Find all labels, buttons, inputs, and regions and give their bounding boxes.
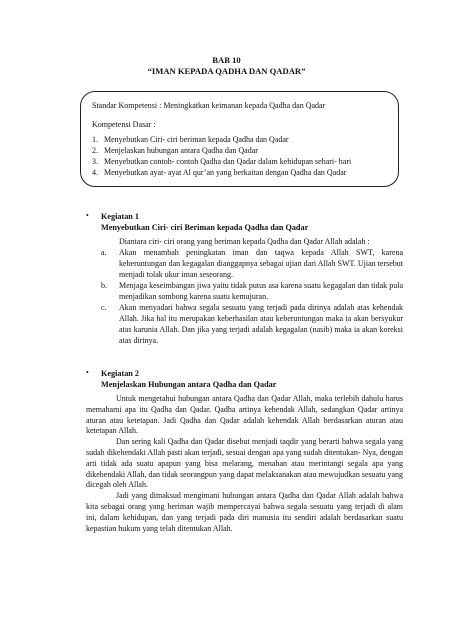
item-text: Menjaga keseimbangan jiwa yaitu tidak putus asa karena suatu kegagalan dan tidak pula menjadikan sombong karena suatu kemujuran. <box>119 281 403 301</box>
kegiatan1-body <box>101 236 403 346</box>
chapter-number: BAB 10 <box>212 55 241 65</box>
list-item <box>92 156 398 167</box>
list-item <box>101 247 403 280</box>
kegiatan1-subtitle: Menyebutkan Ciri- ciri Beriman kepada Qadha dan Qadar <box>101 223 309 232</box>
competency-standard: Standar Kompetensi : Meningkatkan keimanan kepada Qadha dan Qadar <box>92 101 326 110</box>
item-text: Menyebutkan Ciri- ciri beriman kepada Qadha dan Qadar <box>104 135 289 144</box>
bullet-icon: • <box>86 368 89 377</box>
item-text: Menyebutkan ayat- ayat Al qur’an yang berkaitan dengan Qadha dan Qadar <box>104 168 347 177</box>
item-letter: b. <box>101 281 107 290</box>
item-number: 1. <box>92 135 98 144</box>
paragraph: Untuk mengetahui hubungan antara Qadha dan Qadar Allah, maka terlebih dahulu harus memahami apa itu Qadha dan Qadar. Qadha artinya kehendak Allah, sedangkan Qadar artinya aturan atau ketetapan. Jadi Qadha dan Qadar adalah kehendak Allah berdasarkan aturan atau ketetapan Allah. <box>86 394 403 436</box>
competency-box <box>80 91 399 187</box>
paragraph: Jadi yang dimaksud mengimani hubungan antara Qadha dan Qadar Allah adalah bahwa kita sebagai orang yang beriman wajib mempercayai bahwa segala sesuatu yang terjadi di alam ini, dalam kehidupan, dan yang terjadi pada diri manusia itu sendiri adalah berdasarkan suatu kepastian hukum yang telah ditentukan Allah. <box>86 491 403 533</box>
item-letter: c. <box>101 303 107 312</box>
list-item <box>92 167 398 178</box>
item-text: Akan menambah peningkatan iman dan taqwa kepada Allah SWT, karena keberuntungan dan kegagalan dianggapnya sebagai ujian dari Allah SWT. Ujian tersebut menjadi tolak ukur iman seseorang. <box>119 248 403 279</box>
basic-competency-label: Kompetensi Dasar : <box>92 120 156 129</box>
list-item <box>92 145 398 156</box>
basic-competency-list <box>92 134 398 178</box>
paragraph: Dan sering kali Qadha dan Qadar disebut menjadi taqdir yang berarti bahwa segala yang sudah dikehendaki Allah pasti akan terjadi, sesuai dengan apa yang sudah ditentukan- Nya, dengan arti tidak ada suatu apapun yang bisa melarang, menahan atau merintangi segala apa yang dikehendaki Allah, dan tidak seorangpun yang dapat melaksanakan atau mewujudkan sesuatu yang dicegah oleh Allah. <box>86 437 403 490</box>
kegiatan2-title: Kegiatan 2 <box>101 369 139 378</box>
item-number: 2. <box>92 146 98 155</box>
kegiatan1-title: Kegiatan 1 <box>101 212 139 221</box>
kegiatan1-intro: Diantara ciri- ciri orang yang beriman kepada Qadha dan Qadar Allah adalah : <box>119 237 370 246</box>
item-text: Menyebutkan contoh- contoh Qadha dan Qadar dalam kehidupan sehari- hari <box>104 157 352 166</box>
list-item <box>101 302 403 346</box>
list-item <box>92 134 398 145</box>
item-number: 4. <box>92 168 98 177</box>
item-text: Menjelaskan hubungan antara Qadha dan Qadar <box>104 146 258 155</box>
chapter-title: “IMAN KEPADA QADHA DAN QADAR” <box>147 66 306 76</box>
bullet-icon: • <box>86 211 89 220</box>
kegiatan2-heading <box>101 368 276 390</box>
item-letter: a. <box>101 248 107 257</box>
kegiatan2-body <box>86 394 403 534</box>
kegiatan1-heading <box>101 211 308 233</box>
item-number: 3. <box>92 157 98 166</box>
item-text: Akan menyadari bahwa segala sesuatu yang terjadi pada dirinya adalah atas kehendak Allah. Jika hal itu merupakan keberhasilan atau keberuntungan maka ia akan bersyukur atas karunia Allah. Dan jika yang terjadi adalah kegagalan (nasib) maka ia akan koreksi atas dirinya. <box>119 303 403 345</box>
kegiatan2-subtitle: Menjelaskan Hubungan antara Qadha dan Qadar <box>101 380 277 389</box>
list-item <box>101 280 403 302</box>
